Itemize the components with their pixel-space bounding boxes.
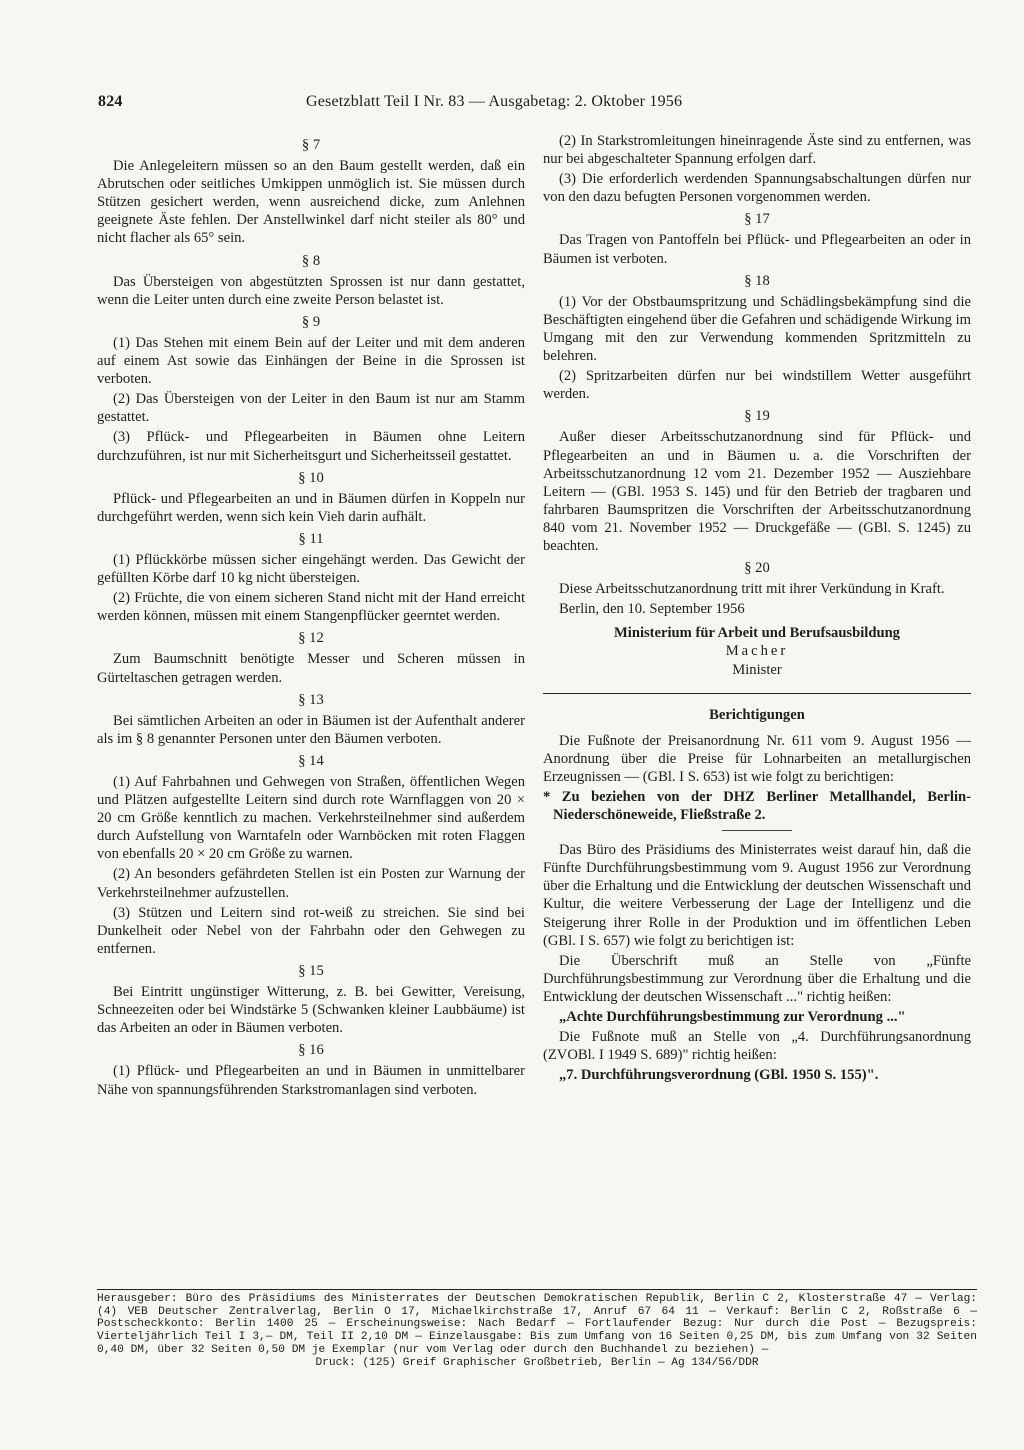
- paragraph: Die Überschrift muß an Stelle von „Fünfte Durchführungsbestimmung zur Verordnung über die Erhaltung und die Entwicklung der deutschen Wissenschaft ..." richtig heißen:: [543, 952, 971, 1005]
- section-heading: § 20: [744, 560, 770, 577]
- paragraph: (2) Früchte, die von einem sicheren Stand nicht mit der Hand erreicht werden können, müssen mit einem Stangenpflücker geerntet werden.: [97, 590, 525, 625]
- paragraph: Diese Arbeitsschutzanordnung tritt mit ihrer Verkündung in Kraft.: [559, 581, 945, 598]
- signer-role: Minister: [732, 661, 782, 678]
- paragraph: Das Übersteigen von abgestützten Sprossen ist nur dann gestattet, wenn die Leiter unten durch eine zweite Person belastet ist.: [97, 273, 525, 308]
- section-heading: § 14: [298, 752, 324, 769]
- paragraph: (1) Pflückkörbe müssen sicher eingehängt werden. Das Gewicht der gefüllten Körbe darf 10 kg nicht übersteigen.: [97, 551, 525, 587]
- paragraph: (3) Pflück- und Pflegearbeiten in Bäumen ohne Leitern durchzuführen, ist nur mit Sicherheitsgurt und Sicherheitsseil gestattet.: [97, 429, 525, 464]
- place-date: Berlin, den 10. September 1956: [559, 601, 745, 618]
- section-heading: § 7: [301, 137, 321, 153]
- paragraph: (2) An besonders gefährdeten Stellen ist ein Posten zur Warnung der Verkehrsteilnehmer aufzustellen.: [97, 866, 525, 901]
- section-heading: § 8: [301, 252, 321, 269]
- paragraph: (1) Auf Fahrbahnen und Gehwegen von Straßen, öffentlichen Wegen und Plätzen aufgestellte Leitern sind durch rote Warnflaggen von 20 × 20 cm Größe kenntlich zu machen. Verkehrsteilnehmer sind außerdem durch Aufstellung von Warntafeln oder Warnböcken mit roten Flaggen von ebenfalls 20 × 20 cm Größe zu warnen.: [97, 774, 525, 863]
- page-number: 824: [98, 93, 123, 110]
- section-heading: § 19: [744, 408, 770, 425]
- imprint-text: Herausgeber: Büro des Präsidiums des Ministerrates der Deutschen Demokratischen Republik, Berlin C 2, Klosterstraße 47 — Verlag: (4) VEB Deutscher Zentralverlag, Berlin O 17, Michaelkirchstraße 17, Anruf 67 64 11 — Verkauf: Berlin C 2, Roßstraße 6 — Postscheckkonto: Berlin 1400 25 — Erscheinungsweise: Nach Bedarf — Fortlaufender Bezug: Nur durch die Post — Bezugspreis: Vierteljährlich Teil I 3,— DM, Teil II 2,10 DM — Einzelausgabe: Bis zum Umfang von 16 Seiten 0,25 DM, bis zum Umfang von 32 Seiten 0,40 DM, über 32 Seiten 0,50 DM je Exemplar (nur vom Verlag oder durch den Buchhandel zu beziehen) —: [97, 1293, 977, 1356]
- paragraph: (1) Pflück- und Pflegearbeiten an und in Bäumen in unmittelbarer Nähe von spannungsführenden Starkstromanlagen sind verboten.: [97, 1063, 525, 1098]
- section-divider: [543, 693, 971, 694]
- paragraph: Die Fußnote muß an Stelle von „4. Durchführungsanordnung (ZVOBl. I 1949 S. 689)" richtig heißen:: [543, 1029, 971, 1064]
- gazette-title: Gesetzblatt Teil I Nr. 83 — Ausgabetag: 2. Oktober 1956: [306, 93, 683, 110]
- paragraph: (3) Stützen und Leitern sind rot-weiß zu streichen. Sie sind bei Dunkelheit oder Nebel von der Fahrbahn oder den Gehwegen zu entfernen.: [97, 904, 525, 957]
- section-heading: § 18: [744, 272, 770, 289]
- corrected-footnote: „7. Durchführungsverordnung (GBl. 1950 S. 155)".: [559, 1067, 879, 1084]
- section-heading: § 11: [298, 530, 324, 547]
- paragraph: (2) Das Übersteigen von der Leiter in den Baum ist nur am Stamm gestattet.: [97, 391, 525, 426]
- paragraph: Bei Eintritt ungünstiger Witterung, z. B. bei Gewitter, Vereisung, Schneezeiten oder bei Windstärke 5 (Schwanken kleiner Laubbäume) ist das Arbeiten an oder in Bäumen verboten.: [97, 984, 525, 1037]
- section-heading: § 13: [298, 691, 324, 708]
- left-column: [97, 132, 525, 1101]
- short-divider: [722, 830, 792, 831]
- ministry-name: Ministerium für Arbeit und Berufsausbildung: [614, 625, 900, 642]
- footnote-correction: * Zu beziehen von der DHZ Berliner Metallhandel, Berlin-Niederschöneweide, Fließstraße 2.: [543, 789, 971, 824]
- signer-name: Macher: [725, 643, 789, 660]
- paragraph: (1) Das Stehen mit einem Bein auf der Leiter und mit dem anderen auf einem Ast sowie das Einhängen der Beine in die Sprossen ist verboten.: [97, 334, 525, 388]
- paragraph: Die Anlegeleitern müssen so an den Baum gestellt werden, daß ein Abrutschen oder seitliches Umkippen unmöglich ist. Sie müssen durch Stützen gesichert werden, wenn ausreichend dicke, zum Anlehnen geeignete Äste fehlen. Der Anstellwinkel darf nicht steiler als 80° und nicht flacher als 65° sein.: [97, 158, 525, 247]
- corrections-heading: Berichtigungen: [709, 706, 805, 723]
- section-heading: § 10: [298, 469, 324, 486]
- paragraph: Bei sämtlichen Arbeiten an oder in Bäumen ist der Aufenthalt anderer als im § 8 genannter Personen unter den Bäumen verboten.: [97, 712, 525, 747]
- paragraph: (2) Spritzarbeiten dürfen nur bei windstillem Wetter ausgeführt werden.: [543, 368, 971, 403]
- section-heading: § 15: [298, 962, 324, 979]
- paragraph: (1) Vor der Obstbaumspritzung und Schädlingsbekämpfung sind die Beschäftigten eingehend über die Gefahren und schädigende Wirkung im Umgang mit den zur Verwendung kommenden Spritzmitteln zu belehren.: [543, 293, 971, 365]
- paragraph: Außer dieser Arbeitsschutzanordnung sind für Pflück- und Pflegearbeiten an und in Bäumen u. a. die Vorschriften der Arbeitsschutzanordnung 12 vom 21. Dezember 1952 — Ausziehbare Leitern — (GBl. 1953 S. 145) und für den Betrieb der tragbaren und fahrbaren Baumspritzen die Vorschriften der Arbeitsschutzanordnung 840 vom 21. November 1952 — Druckgefäße — (GBl. S. 1245) zu beachten.: [543, 429, 971, 554]
- paragraph: Zum Baumschnitt benötigte Messer und Scheren müssen in Gürteltaschen getragen werden.: [97, 651, 525, 686]
- imprint-footer: [97, 1293, 977, 1369]
- footer-divider: [97, 1289, 977, 1290]
- paragraph: Das Tragen von Pantoffeln bei Pflück- und Pflegearbeiten an oder in Bäumen ist verboten.: [543, 232, 971, 267]
- section-heading: § 17: [744, 211, 770, 228]
- section-heading: § 16: [298, 1042, 324, 1059]
- right-column: [543, 132, 971, 1086]
- paragraph: (2) In Starkstromleitungen hineinragende Äste sind zu entfernen, was nur bei abgeschalteter Spannung erfolgen darf.: [543, 133, 971, 168]
- page-header: [98, 93, 788, 115]
- printer-line: Druck: (125) Greif Graphischer Großbetrieb, Berlin — Ag 134/56/DDR: [315, 1356, 759, 1369]
- corrected-title: „Achte Durchführungsbestimmung zur Verordnung ...": [559, 1009, 906, 1026]
- paragraph: Das Büro des Präsidiums des Ministerrates weist darauf hin, daß die Fünfte Durchführungsbestimmung vom 9. August 1956 zur Verordnung über die Erhaltung und die Entwicklung der deutschen Wissenschaft und Kultur, die weitere Verbesserung der Lage der Intelligenz und die Steigerung ihrer Rolle in der Produktion und im öffentlichen Leben (GBl. I S. 657) wie folgt zu berichtigen ist:: [543, 842, 971, 949]
- section-heading: § 12: [298, 630, 324, 647]
- paragraph: Pflück- und Pflegearbeiten an und in Bäumen dürfen in Koppeln nur durchgeführt werden, wenn sich kein Vieh darin aufhält.: [97, 490, 525, 525]
- paragraph: (3) Die erforderlich werdenden Spannungsabschaltungen dürfen nur von den dazu befugten Personen vorgenommen werden.: [543, 171, 971, 206]
- section-heading: § 9: [301, 313, 321, 330]
- paragraph: Die Fußnote der Preisanordnung Nr. 611 vom 9. August 1956 — Anordnung über die Preise für Lohnarbeiten an metallurgischen Erzeugnissen — (GBl. I S. 653) ist wie folgt zu berichtigen:: [543, 732, 971, 785]
